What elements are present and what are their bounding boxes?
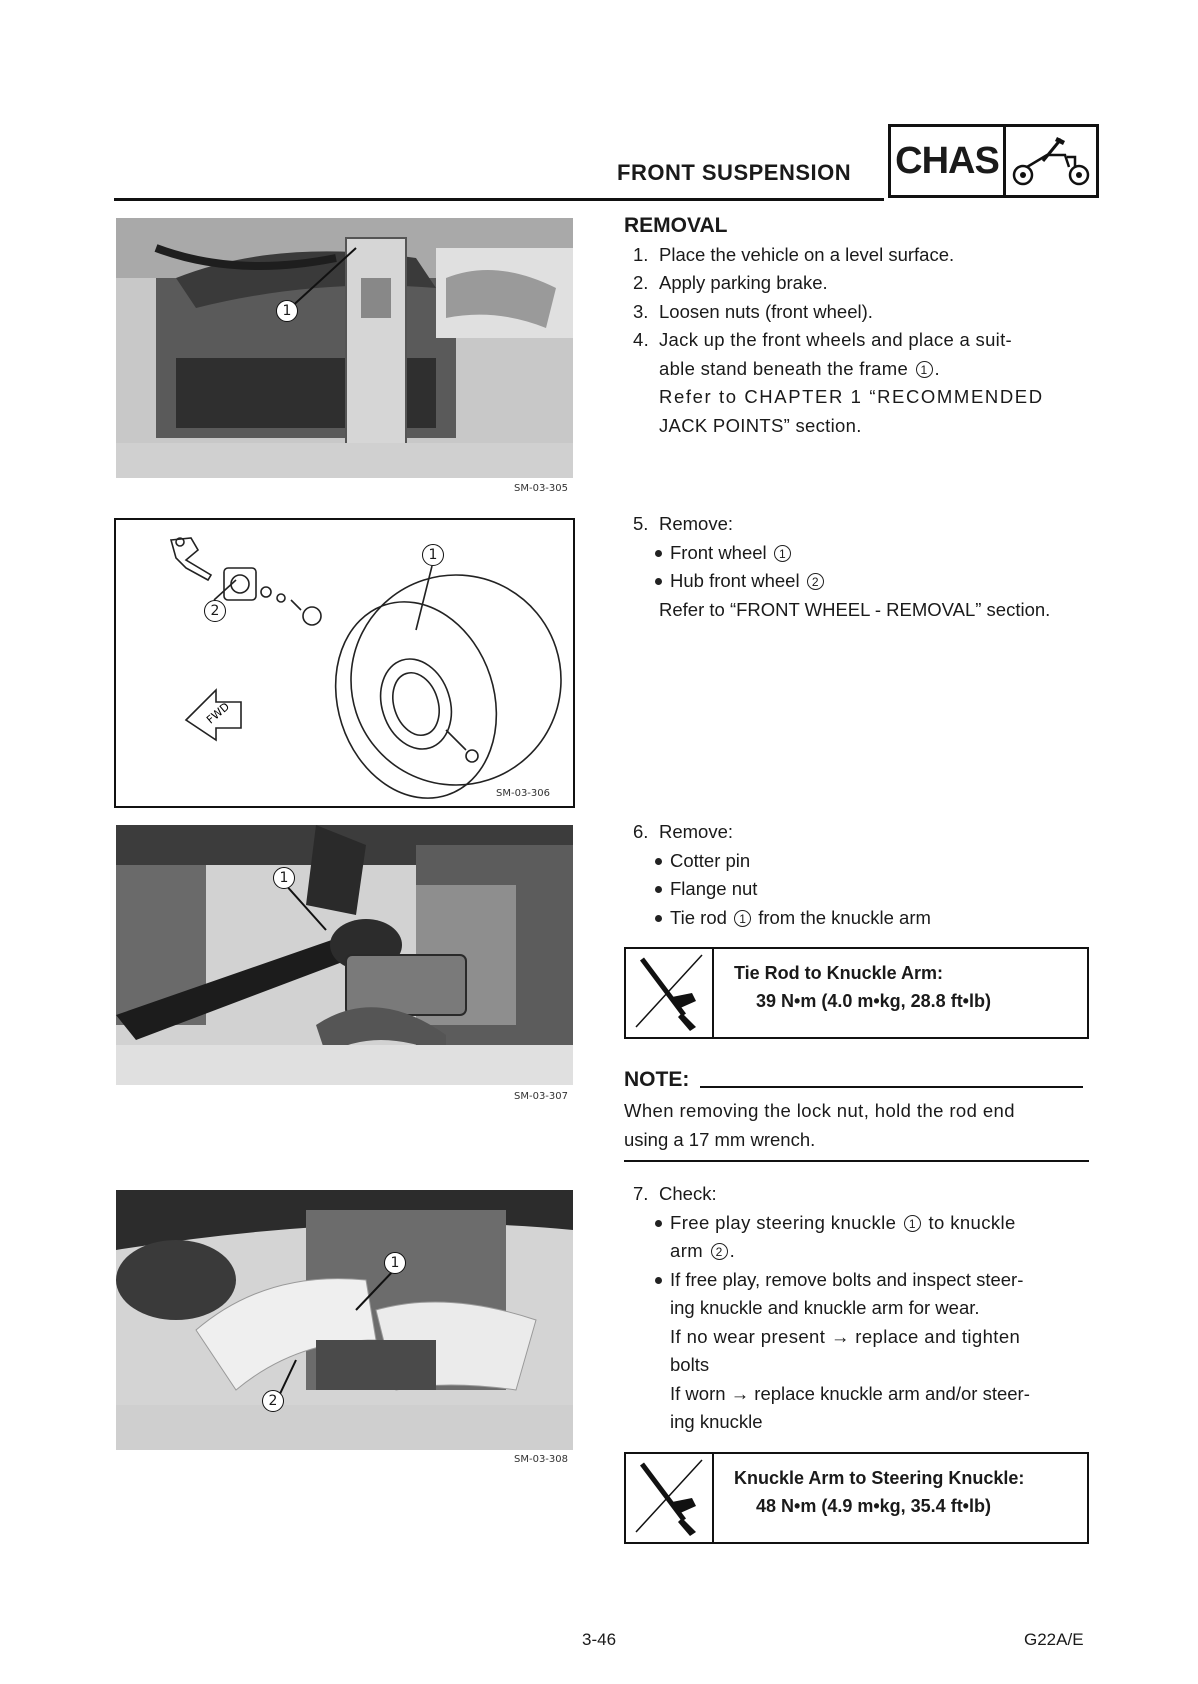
torque-wrench-icon [626,1454,714,1542]
note-rule-bottom [624,1160,1089,1162]
bullet-flange-nut: Flange nut [624,875,1089,904]
figure-knuckle-check-photo [116,1190,573,1450]
chapter-badge [888,124,1099,198]
step-7: 7. Check: Free play steering knuckle 1 to knuckle arm 2 . If free play, remove bolts and inspect steer- ing knuckle and knuckle arm for wear. If no wear present → replace and tighten bolts If worn → replace knuckle arm and/or steer- ing knuckle [624,1180,1089,1437]
bullet-cotter-pin: Cotter pin [624,847,1089,876]
torque-spec-knuckle-arm [624,1452,1089,1544]
step-1: 1. Place the vehicle on a level surface. [633,243,955,265]
step-6: 6. Remove: Cotter pin Flange nut Tie rod 1 from the knuckle arm [624,818,1089,932]
step-4: 4. Jack up the front wheels and place a suit- able stand beneath the frame 1 . Refer to CHAPTER 1 “RECOMMENDED JACK POINTS” section. [633,329,1044,436]
callout-2: 2 [262,1390,284,1412]
torque-value: 48 N•m (4.9 m•kg, 35.4 ft•lb) [756,1496,991,1516]
removal-section [624,212,1089,440]
note-line-1: When removing the lock nut, hold the rod end [624,1100,1015,1121]
page-number: 3-46 [582,1630,617,1649]
bullet-tie-rod: Tie rod 1 from the knuckle arm [624,904,1089,933]
fwd-arrow-label: FWD [204,700,233,727]
callout-2: 2 [204,600,226,622]
callout-1: 1 [276,300,298,322]
note-rule-top [700,1086,1083,1088]
callout-1: 1 [273,867,295,889]
torque-title: Knuckle Arm to Steering Knuckle: [734,1468,1025,1488]
torque-wrench-icon [626,949,714,1037]
callout-1: 1 [384,1252,406,1274]
figure-caption: SM-03-305 [514,483,569,494]
bullet-hub-front-wheel: Hub front wheel 2 [624,567,1089,596]
step-2: 2. Apply parking brake. [633,272,828,293]
step-5: 5. Remove: Front wheel 1 Hub front wheel 2 Refer to “FRONT WHEEL - REMOVAL” section. [624,510,1089,624]
section-title: FRONT SUSPENSION [617,160,852,185]
model-code: G22A/E [1024,1630,1084,1649]
figure-wheel-diagram [114,518,575,808]
torque-value: 39 N•m (4.0 m•kg, 28.8 ft•lb) [756,991,991,1011]
figure-caption: SM-03-308 [514,1454,569,1465]
step-5-refer: Refer to “FRONT WHEEL - REMOVAL” section. [659,598,1051,620]
callout-1: 1 [422,544,444,566]
figure-jack-stand-photo [116,218,573,478]
step-3: 3. Loosen nuts (front wheel). [633,300,873,322]
figure-caption: SM-03-306 [496,788,551,799]
wrench-chassis-icon [1006,127,1096,195]
header-rule [114,198,884,201]
bullet-free-play: Free play steering knuckle 1 to knuckle arm 2 . [624,1209,1089,1266]
torque-spec-tie-rod [624,947,1089,1039]
bullet-front-wheel: Front wheel 1 [624,539,1089,568]
note-line-2: using a 17 mm wrench. [624,1128,816,1150]
figure-caption: SM-03-307 [514,1091,569,1102]
torque-title: Tie Rod to Knuckle Arm: [734,963,944,983]
figure-tie-rod-photo [116,825,573,1085]
chapter-badge-label: CHAS [891,127,1006,195]
note-body [624,1097,1089,1154]
bullet-inspect: If free play, remove bolts and inspect steer- ing knuckle and knuckle arm for wear. If no wear present → replace and tighten bolts If worn → replace knuckle arm and/or steer- ing knuckle [624,1266,1089,1437]
removal-heading: REMOVAL [624,214,728,237]
note-title: NOTE: [624,1068,690,1091]
